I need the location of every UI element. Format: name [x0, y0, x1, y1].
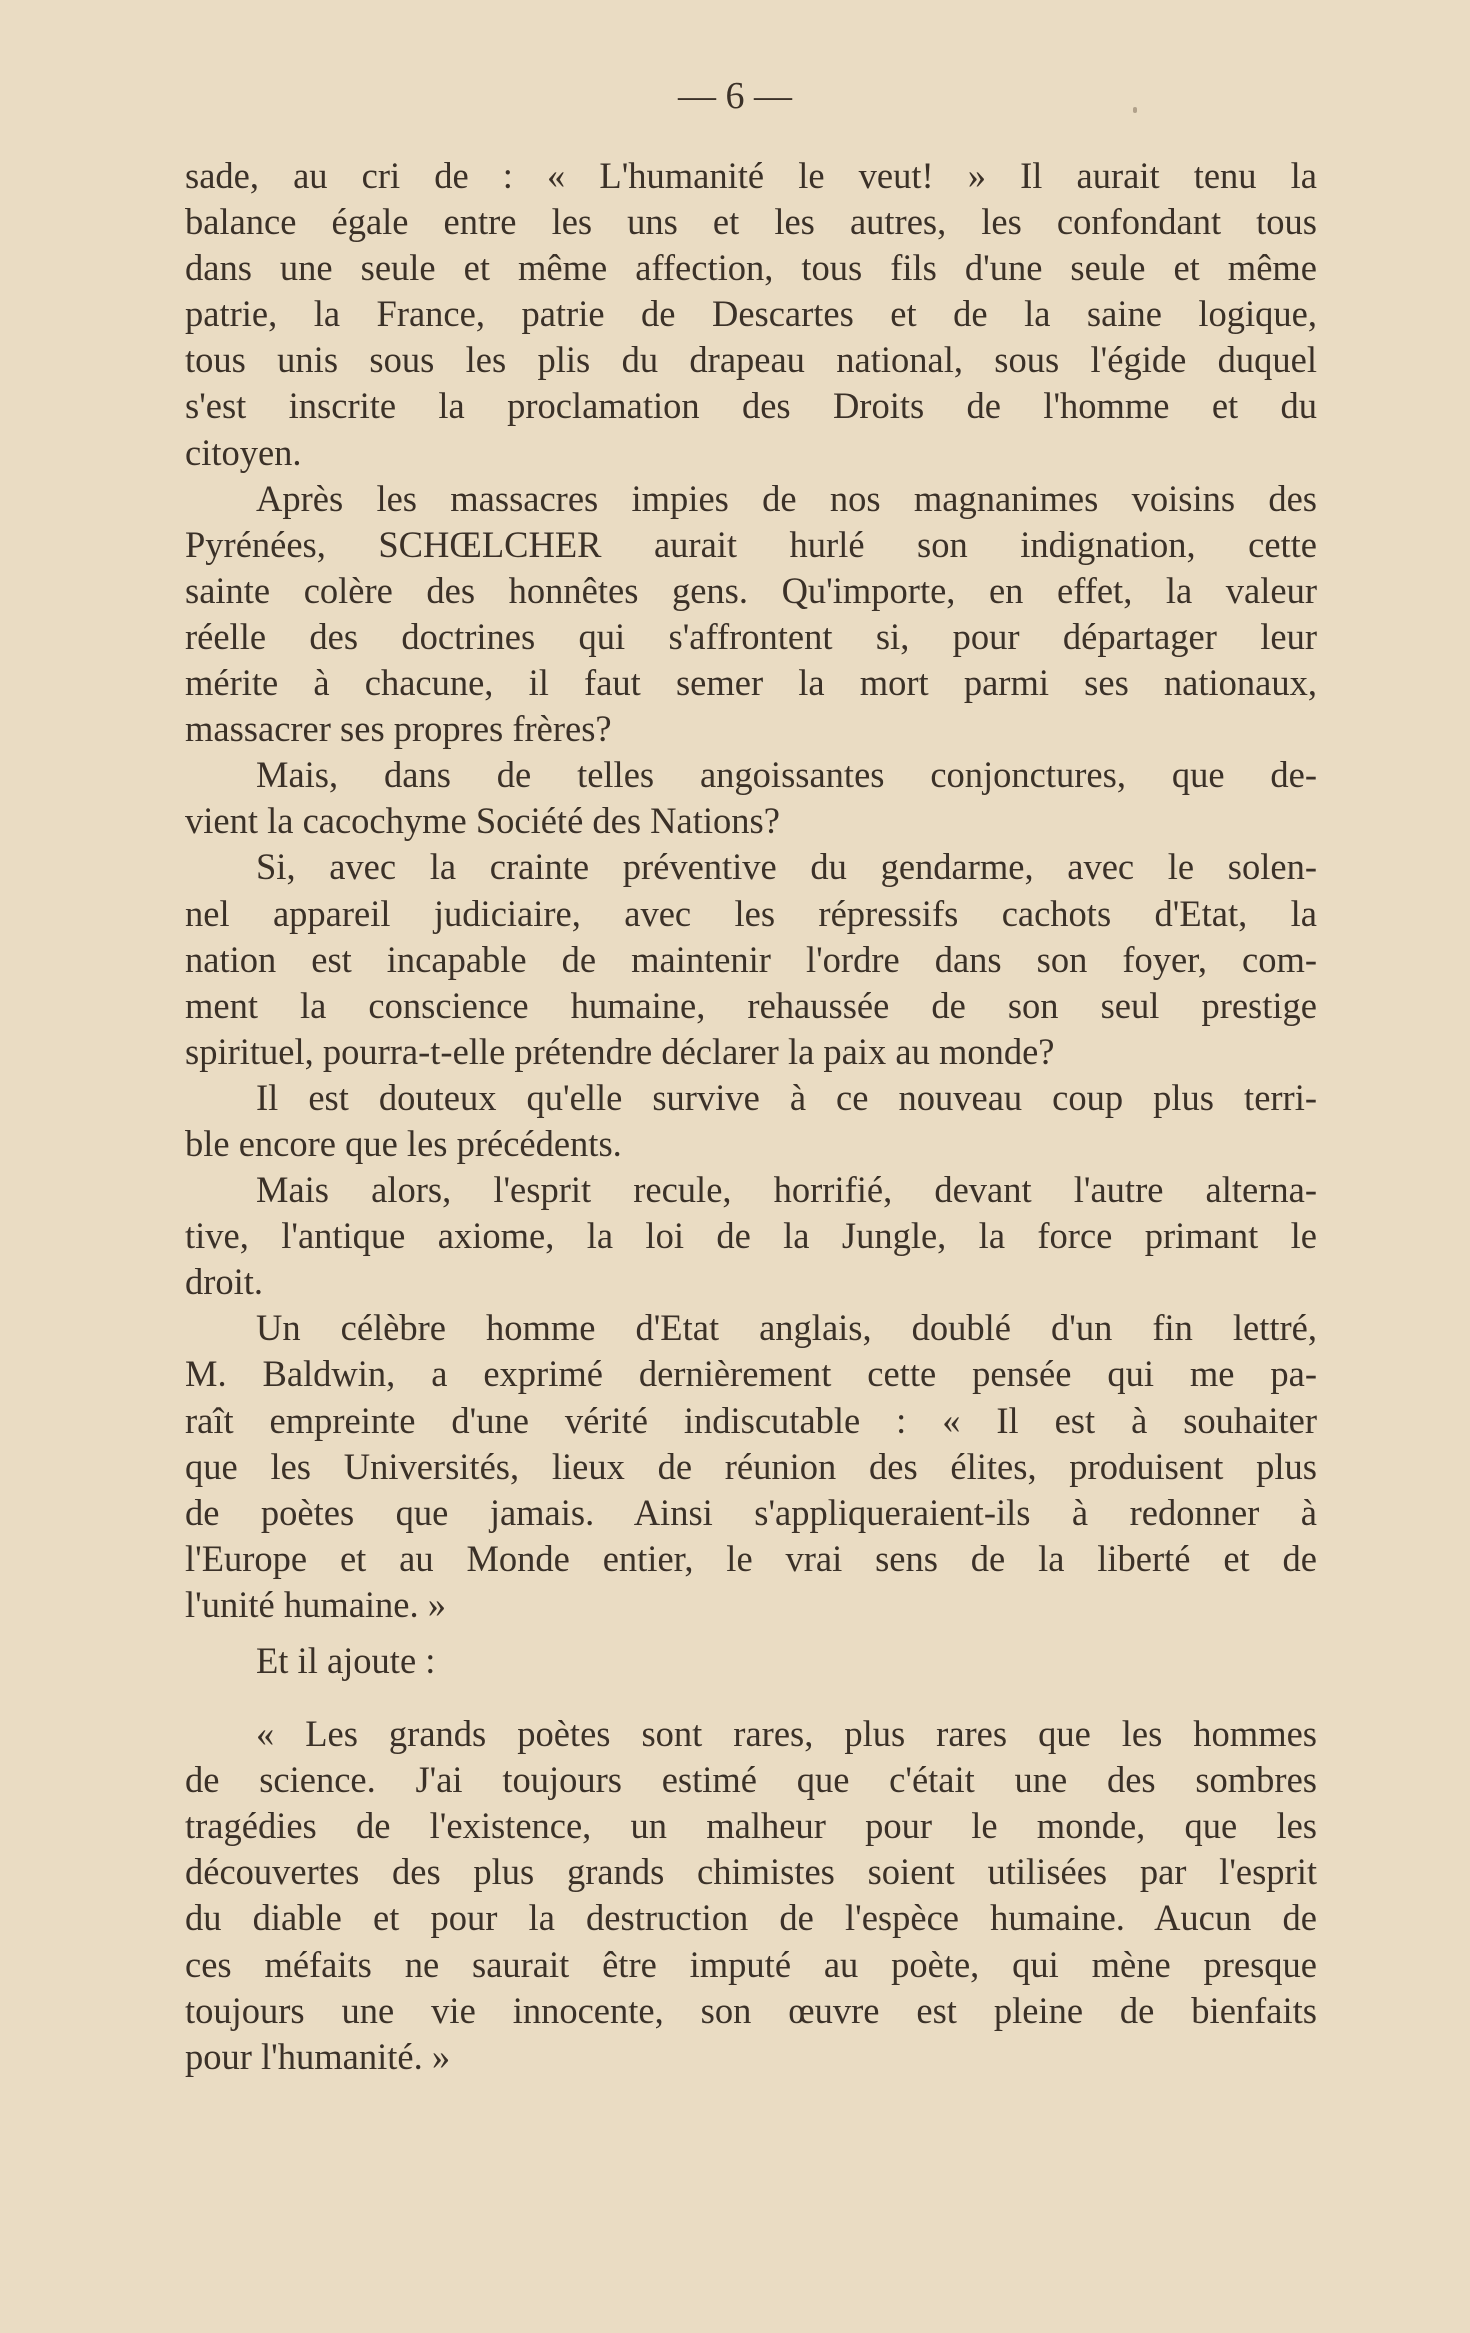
text-line: Si, avec la crainte préventive du gendarme, avec le solen-: [256, 846, 1317, 888]
paragraph: [185, 1167, 1317, 1305]
text-line: toujours une vie innocente, son œuvre est pleine de bienfaits: [185, 1989, 1317, 2031]
text-line: du diable et pour la destruction de l'espèce humaine. Aucun de: [185, 1897, 1317, 1939]
paper-speck: [1133, 107, 1137, 113]
text-line: Mais alors, l'esprit recule, horrifié, devant l'autre alterna-: [256, 1169, 1317, 1211]
text-line: spirituel, pourra-t-elle prétendre déclarer la paix au monde?: [185, 1030, 1055, 1072]
text-line: sainte colère des honnêtes gens. Qu'importe, en effet, la valeur: [185, 569, 1317, 611]
paragraph: [185, 1075, 1317, 1167]
text-line: droit.: [185, 1261, 264, 1303]
page-body: [185, 153, 1317, 2080]
text-line: de science. J'ai toujours estimé que c'était une des sombres: [185, 1759, 1317, 1801]
text-line: Pyrénées, SCHŒLCHER aurait hurlé son indignation, cette: [185, 523, 1317, 565]
paragraph: [185, 153, 1317, 476]
text-line: tive, l'antique axiome, la loi de la Jungle, la force primant le: [185, 1215, 1317, 1257]
text-line: Et il ajoute :: [256, 1640, 436, 1681]
text-line: balance égale entre les uns et les autres, les confondant tous: [185, 201, 1317, 243]
paragraph: [185, 844, 1317, 1074]
paragraph: [185, 1711, 1317, 2080]
text-line: ces méfaits ne saurait être imputé au poète, qui mène presque: [185, 1943, 1317, 1985]
text-line: tragédies de l'existence, un malheur pour le monde, que les: [185, 1805, 1317, 1847]
paragraph: [185, 1305, 1317, 1628]
text-line: tous unis sous les plis du drapeau national, sous l'égide duquel: [185, 339, 1317, 381]
text-line: « Les grands poètes sont rares, plus rares que les hommes: [256, 1713, 1317, 1755]
text-line: sade, au cri de : « L'humanité le veut! » Il aurait tenu la: [185, 155, 1317, 196]
text-line: Il est douteux qu'elle survive à ce nouveau coup plus terri-: [256, 1076, 1317, 1118]
text-line: ble encore que les précédents.: [185, 1122, 622, 1164]
text-line: l'Europe et au Monde entier, le vrai sens de la liberté et de: [185, 1537, 1317, 1579]
paragraph: [185, 476, 1317, 753]
text-line: nel appareil judiciaire, avec les répressifs cachots d'Etat, la: [185, 892, 1317, 934]
text-line: massacrer ses propres frères?: [185, 708, 612, 750]
text-line: ment la conscience humaine, rehaussée de son seul prestige: [185, 984, 1317, 1026]
text-line: patrie, la France, patrie de Descartes et de la saine logique,: [185, 293, 1317, 335]
text-line: Mais, dans de telles angoissantes conjonctures, que de-: [256, 754, 1317, 796]
text-line: s'est inscrite la proclamation des Droits de l'homme et du: [185, 385, 1317, 427]
text-line: Un célèbre homme d'Etat anglais, doublé d'un fin lettré,: [256, 1307, 1317, 1349]
text-line: dans une seule et même affection, tous fils d'une seule et même: [185, 247, 1317, 289]
text-line: raît empreinte d'une vérité indiscutable : « Il est à souhaiter: [185, 1399, 1317, 1441]
text-line: Après les massacres impies de nos magnanimes voisins des: [256, 477, 1317, 519]
text-line: citoyen.: [185, 431, 302, 473]
text-line: M. Baldwin, a exprimé dernièrement cette pensée qui me pa-: [185, 1353, 1317, 1395]
text-line: découvertes des plus grands chimistes soient utilisées par l'esprit: [185, 1851, 1317, 1893]
paragraph: [185, 1638, 1317, 1684]
text-line: nation est incapable de maintenir l'ordre dans son foyer, com-: [185, 938, 1317, 980]
text-line: de poètes que jamais. Ainsi s'appliqueraient-ils à redonner à: [185, 1491, 1317, 1533]
text-line: mérite à chacune, il faut semer la mort parmi ses nationaux,: [185, 662, 1317, 704]
text-line: vient la cacochyme Société des Nations?: [185, 800, 780, 842]
text-line: réelle des doctrines qui s'affrontent si, pour départager leur: [185, 615, 1317, 657]
text-line: que les Universités, lieux de réunion des élites, produisent plus: [185, 1445, 1317, 1487]
text-line: l'unité humaine. »: [185, 1583, 447, 1625]
page-number: — 6 —: [678, 75, 792, 117]
text-line: pour l'humanité. »: [185, 2035, 451, 2077]
paragraph: [185, 752, 1317, 844]
